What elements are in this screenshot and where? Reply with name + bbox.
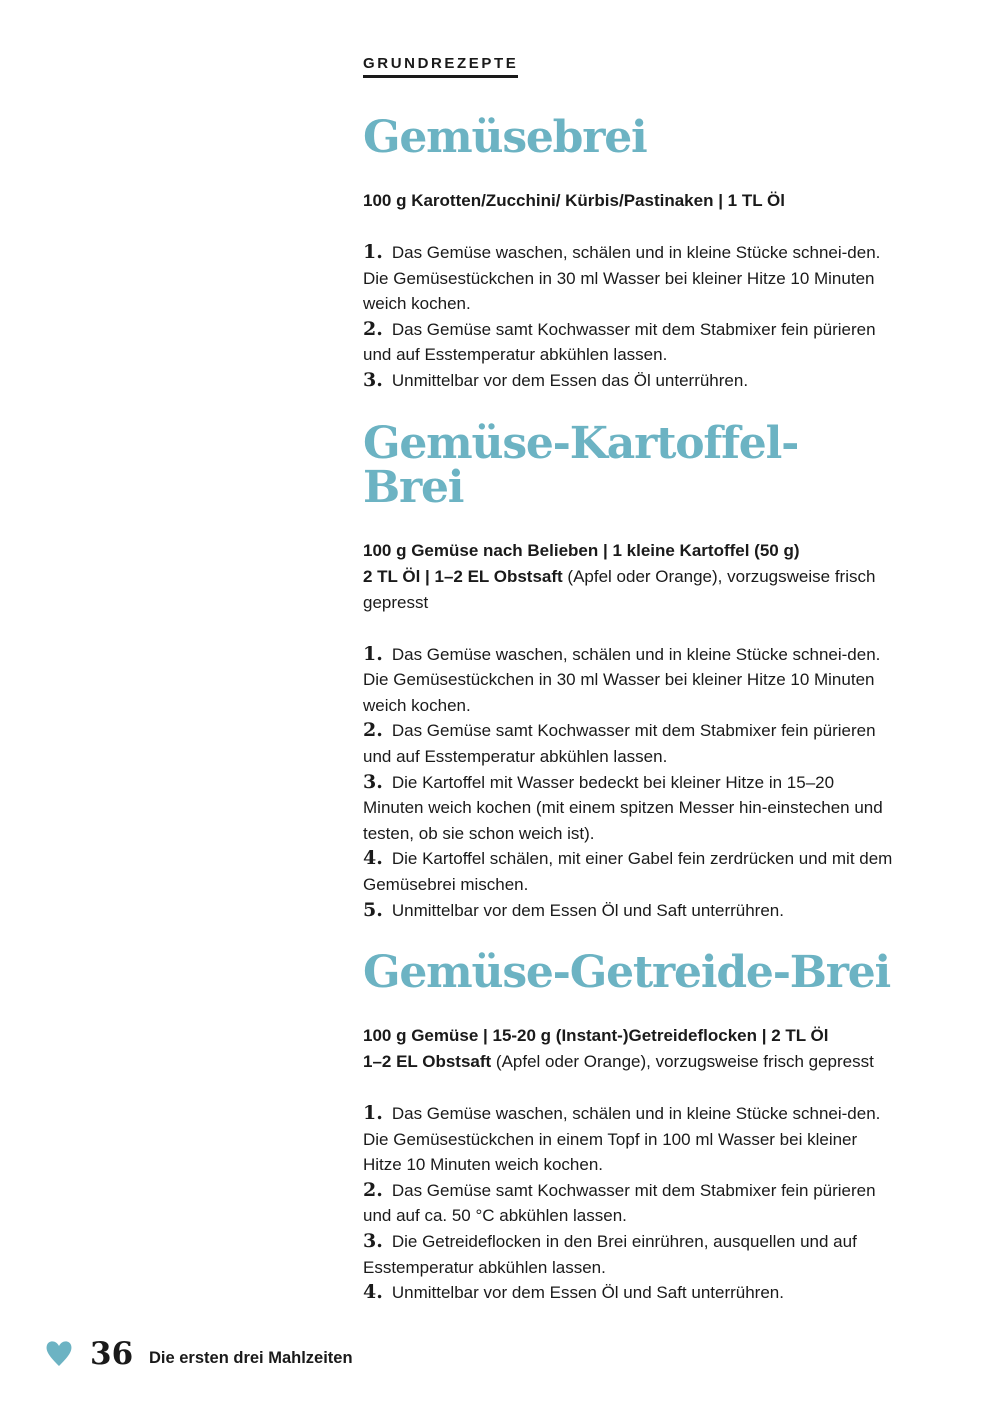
page-number: 36 xyxy=(90,1336,134,1372)
heart-icon xyxy=(44,1339,74,1369)
ingredient-line: 2 TL Öl | 1–2 EL Obstsaft (Apfel oder Orange), vorzugsweise frisch gepresst xyxy=(363,566,876,612)
ingredients-gemuese-kartoffel-brei xyxy=(363,538,893,616)
step: 3. Die Kartoffel mit Wasser bedeckt bei kleiner Hitze in 15–20 Minuten weich kochen (mit einem spitzen Messer hin-einstechen und testen, ob sie schon weich ist). xyxy=(363,770,883,843)
steps-gemuese-getreide-brei xyxy=(363,1101,893,1306)
step: 5. Unmittelbar vor dem Essen Öl und Saft unterrühren. xyxy=(363,898,784,921)
recipe-title-gemuese-kartoffel-brei: Gemüse-Kartoffel-Brei xyxy=(363,417,799,513)
recipe-column xyxy=(363,55,893,1306)
ingredients-gemuese-getreide-brei xyxy=(363,1023,893,1075)
steps-gemuese-kartoffel-brei xyxy=(363,642,893,924)
chapter-title: Die ersten drei Mahlzeiten xyxy=(149,1349,353,1367)
ingredients-gemuesebrei xyxy=(363,188,893,214)
ingredient-line: 100 g Gemüse nach Belieben | 1 kleine Kartoffel (50 g) xyxy=(363,540,800,560)
step: 1. Das Gemüse waschen, schälen und in kleine Stücke schnei-den. Die Gemüsestückchen in 30 ml Wasser bei kleiner Hitze 10 Minuten weich kochen. xyxy=(363,642,881,715)
step: 4. Unmittelbar vor dem Essen Öl und Saft unterrühren. xyxy=(363,1281,784,1304)
step: 2. Das Gemüse samt Kochwasser mit dem Stabmixer fein pürieren und auf Esstemperatur abkühlen lassen. xyxy=(363,317,876,365)
step: 2. Das Gemüse samt Kochwasser mit dem Stabmixer fein pürieren und auf ca. 50 °C abkühlen lassen. xyxy=(363,1178,876,1226)
ingredient-line: 100 g Gemüse | 15-20 g (Instant-)Getreideflocken | 2 TL Öl xyxy=(363,1026,829,1046)
step: 2. Das Gemüse samt Kochwasser mit dem Stabmixer fein pürieren und auf Esstemperatur abkühlen lassen. xyxy=(363,719,876,766)
step: 3. Die Getreideflocken in den Brei einrühren, ausquellen und auf Esstemperatur abkühlen lassen. xyxy=(363,1230,857,1277)
ingredient-line: 1–2 EL Obstsaft (Apfel oder Orange), vorzugsweise frisch gepresst xyxy=(363,1052,874,1072)
steps-gemuesebrei xyxy=(363,240,893,394)
section-label: GRUNDREZEPTE xyxy=(363,55,518,78)
step: 1. Das Gemüse waschen, schälen und in kleine Stücke schnei-den. Die Gemüsestückchen in 30 ml Wasser bei kleiner Hitze 10 Minuten weich kochen. xyxy=(363,241,881,314)
recipe-title-gemuesebrei: Gemüsebrei xyxy=(363,112,647,163)
step: 4. Die Kartoffel schälen, mit einer Gabel fein zerdrücken und mit dem Gemüsebrei mischen. xyxy=(363,847,893,894)
ingredient-line: 100 g Karotten/Zucchini/ Kürbis/Pastinaken | 1 TL Öl xyxy=(363,191,785,210)
recipe-title-gemuese-getreide-brei: Gemüse-Getreide-Brei xyxy=(363,947,891,999)
step: 1. Das Gemüse waschen, schälen und in kleine Stücke schnei-den. Die Gemüsestückchen in einem Topf in 100 ml Wasser bei kleiner Hitze 10 Minuten weich kochen. xyxy=(363,1102,881,1175)
step: 3. Unmittelbar vor dem Essen das Öl unterrühren. xyxy=(363,368,749,391)
page-footer xyxy=(44,1334,444,1374)
